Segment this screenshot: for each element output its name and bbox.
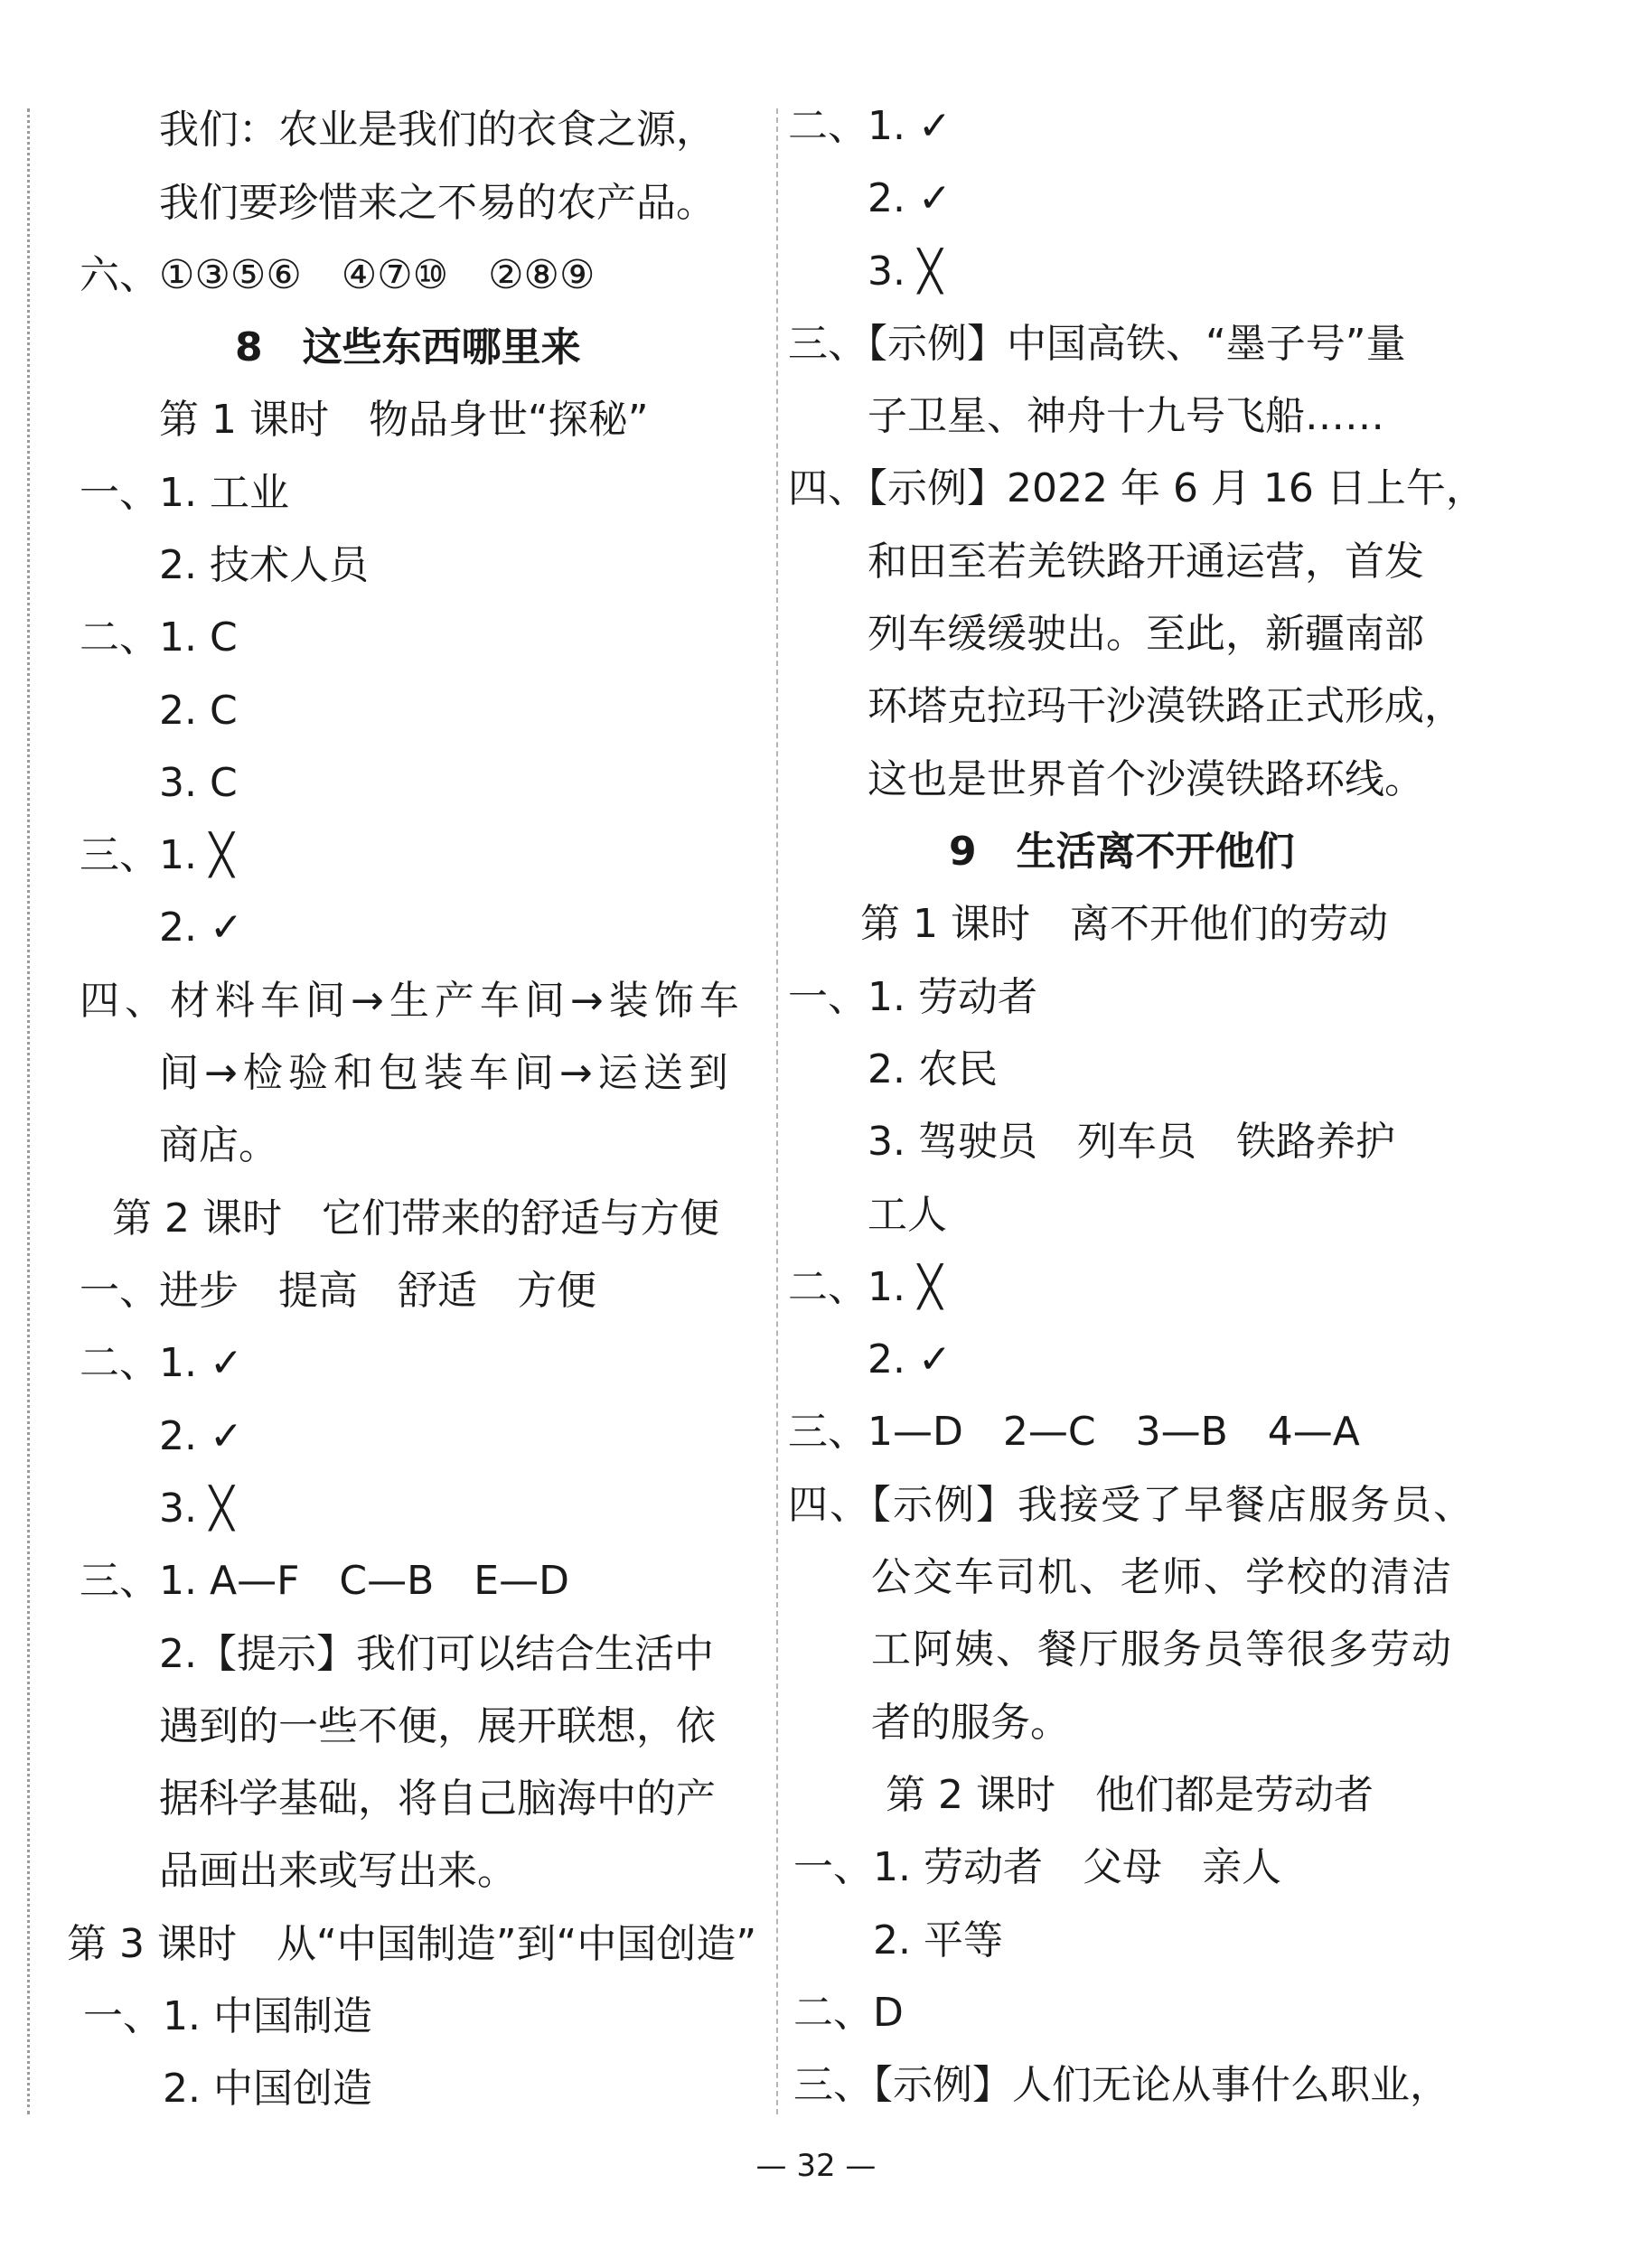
answer-line: 者的服务。: [871, 1700, 1070, 1746]
answer-line: 子卫星、神舟十九号飞船……: [868, 393, 1384, 439]
answer-line: 这也是世界首个沙漠铁路环线。: [868, 756, 1424, 802]
answer-line: 三、1. A—F C—B E—D: [80, 1558, 569, 1604]
answer-line: 三、【示例】人们无论从事什么职业，: [793, 2062, 1449, 2108]
answer-line: 和田至若羌铁路开通运营，首发: [868, 539, 1424, 585]
answer-line: 商店。: [159, 1122, 278, 1168]
answer-line: 3. 驾驶员 列车员 铁路养护: [868, 1119, 1395, 1165]
answer-line: 2. 平等: [873, 1917, 1003, 1963]
answer-line: 环塔克拉玛干沙漠铁路正式形成，: [868, 683, 1464, 729]
answer-line: 四、【示例】2022 年 6 月 16 日上午，: [788, 465, 1486, 511]
answer-line: 2. 技术人员: [159, 542, 369, 588]
answer-line: 三、【示例】中国高铁、“墨子号”量: [788, 321, 1406, 367]
answer-line: 3. ╳: [159, 1485, 234, 1532]
answer-line: 一、1. 工业: [80, 470, 289, 516]
answer-line: 二、1. ✓: [788, 103, 952, 149]
answer-line: 二、1. ✓: [80, 1340, 243, 1386]
column-divider: [776, 108, 778, 2114]
answer-line: 一、1. 劳动者 父母 亲人: [793, 1844, 1281, 1890]
answer-line: 三、1—D 2—C 3—B 4—A: [788, 1409, 1360, 1455]
page-number: — 32 —: [755, 2148, 877, 2184]
answer-line: 工阿姨、餐厅服务员等很多劳动: [871, 1626, 1453, 1673]
answer-line: 2. C: [159, 688, 238, 734]
answer-line: 3. C: [159, 760, 238, 806]
answer-line: 一、1. 劳动者: [788, 974, 1037, 1020]
answer-line: 2. ✓: [159, 1413, 243, 1459]
answer-line: 品画出来或写出来。: [159, 1848, 517, 1894]
answer-line: 六、①③⑤⑥ ④⑦⑩ ②⑧⑨: [80, 252, 596, 298]
answer-line: 二、1. ╳: [788, 1264, 943, 1310]
answer-line: 间→检验和包装车间→运送到: [159, 1050, 734, 1096]
section-heading: 9 生活离不开他们: [949, 829, 1295, 875]
answer-line: 据科学基础，将自己脑海中的产: [159, 1776, 716, 1822]
answer-line: 3. ╳: [868, 248, 943, 295]
answer-line: 我们要珍惜来之不易的农产品。: [159, 180, 716, 226]
answer-line: 我们：农业是我们的衣食之源，: [159, 107, 716, 153]
answer-line: 2. ✓: [868, 175, 952, 221]
answer-line: 二、D: [793, 1990, 904, 2036]
answer-line: 2. 农民: [868, 1046, 998, 1092]
answer-line: 四、【示例】我接受了早餐店服务员、: [788, 1482, 1475, 1528]
answer-line: 列车缓缓驶出。至此，新疆南部: [868, 611, 1424, 657]
answer-line: 一、1. 中国制造: [83, 1993, 372, 2039]
lesson-title: 第 1 课时 离不开他们的劳动: [860, 901, 1388, 947]
lesson-title: 第 3 课时 从“中国制造”到“中国创造”: [67, 1921, 757, 1967]
binding-edge: [27, 108, 30, 2114]
answer-line: 三、1. ╳: [80, 832, 234, 878]
answer-line: 2. ✓: [868, 1336, 952, 1382]
answer-line: 公交车司机、老师、学校的清洁: [871, 1554, 1453, 1600]
lesson-title: 第 2 课时 它们带来的舒适与方便: [112, 1195, 719, 1242]
answer-line: 2.【提示】我们可以结合生活中: [159, 1631, 714, 1677]
lesson-title: 第 1 课时 物品身世“探秘”: [159, 397, 649, 443]
answer-line: 2. 中国创造: [163, 2066, 372, 2112]
section-heading: 8 这些东西哪里来: [235, 324, 581, 370]
answer-line: 工人: [868, 1192, 947, 1238]
answer-line: 遇到的一些不便，展开联想，依: [159, 1703, 716, 1749]
lesson-title: 第 2 课时 他们都是劳动者: [886, 1772, 1374, 1818]
answer-line: 二、1. C: [80, 614, 238, 661]
answer-line: 一、进步 提高 舒适 方便: [80, 1268, 596, 1314]
answer-line: 四、材料车间→生产车间→装饰车: [80, 978, 745, 1024]
answer-line: 2. ✓: [159, 904, 243, 951]
